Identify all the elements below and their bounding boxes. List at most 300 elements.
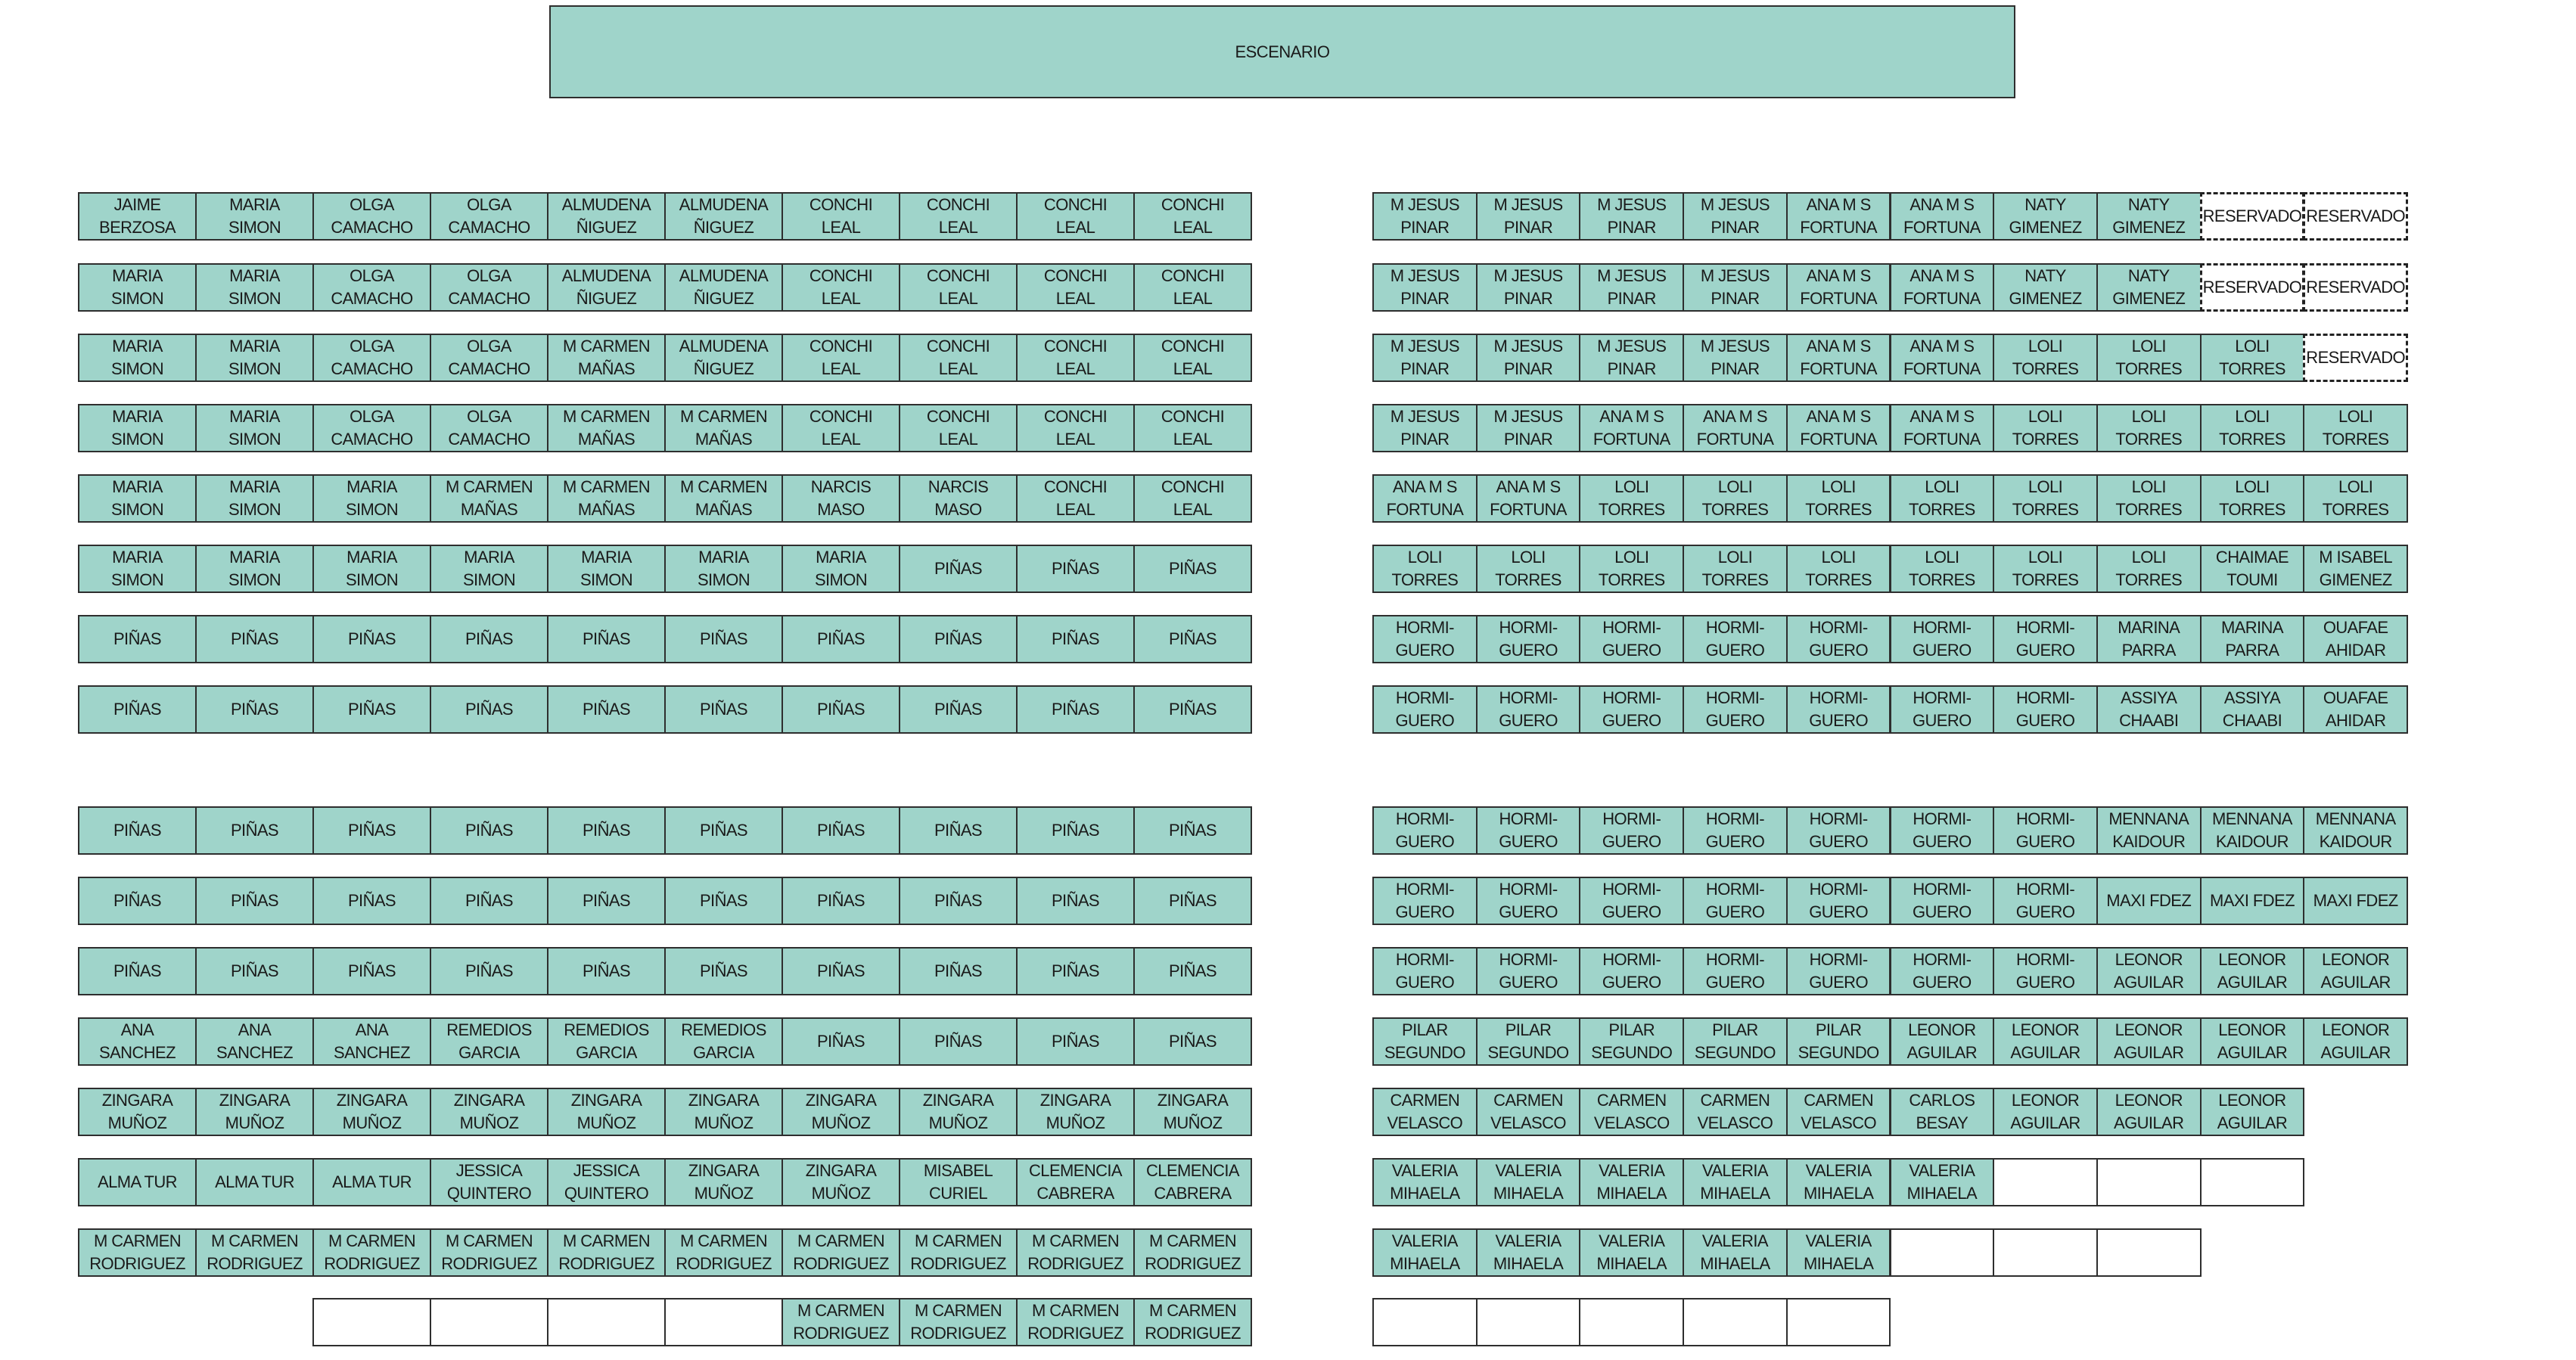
seat-left-row6-9: PIÑAS xyxy=(1016,545,1135,593)
seat-left-row8-7: PIÑAS xyxy=(782,685,900,734)
seat-left-row13-2: ZINGARA MUÑOZ xyxy=(195,1088,314,1136)
seat-left-row12-4: REMEDIOS GARCIA xyxy=(430,1017,548,1066)
seat-right-row5-8: LOLI TORRES xyxy=(2096,474,2202,523)
seat-right-row8-8: ASSIYA CHAABI xyxy=(2096,685,2202,734)
seat-left-row4-5: M CARMEN MAÑAS xyxy=(547,404,666,452)
seat-right-row10-7: HORMI- GUERO xyxy=(1993,877,2098,925)
seat-left-row14-7: ZINGARA MUÑOZ xyxy=(782,1158,900,1206)
seat-left-row11-4: PIÑAS xyxy=(430,947,548,995)
seat-left-row2-5: ALMUDENA ÑIGUEZ xyxy=(547,263,666,312)
seat-left-row6-7: MARIA SIMON xyxy=(782,545,900,593)
seat-right-row15-7 xyxy=(1993,1228,2098,1277)
seat-left-row8-8: PIÑAS xyxy=(899,685,1018,734)
seat-left-row7-8: PIÑAS xyxy=(899,615,1018,663)
seat-left-row15-3: M CARMEN RODRIGUEZ xyxy=(312,1228,431,1277)
seat-right-row2-9: RESERVADO xyxy=(2200,263,2305,312)
seat-left-row16-8: M CARMEN RODRIGUEZ xyxy=(899,1298,1018,1346)
seat-left-row1-10: CONCHI LEAL xyxy=(1133,192,1252,241)
seat-right-row5-7: LOLI TORRES xyxy=(1993,474,2098,523)
seat-right-row5-9: LOLI TORRES xyxy=(2200,474,2305,523)
seat-left-row11-10: PIÑAS xyxy=(1133,947,1252,995)
seat-right-row1-2: M JESUS PINAR xyxy=(1476,192,1581,241)
seat-left-row4-1: MARIA SIMON xyxy=(78,404,197,452)
seat-left-row2-2: MARIA SIMON xyxy=(195,263,314,312)
seat-left-row8-1: PIÑAS xyxy=(78,685,197,734)
seat-right-row2-8: NATY GIMENEZ xyxy=(2096,263,2202,312)
seat-left-row10-8: PIÑAS xyxy=(899,877,1018,925)
seat-left-row8-2: PIÑAS xyxy=(195,685,314,734)
seat-right-row1-8: NATY GIMENEZ xyxy=(2096,192,2202,241)
seat-left-row14-2: ALMA TUR xyxy=(195,1158,314,1206)
seat-right-row14-7 xyxy=(1993,1158,2098,1206)
seat-right-row3-9: LOLI TORRES xyxy=(2200,334,2305,382)
seat-left-row1-8: CONCHI LEAL xyxy=(899,192,1018,241)
seat-left-row13-9: ZINGARA MUÑOZ xyxy=(1016,1088,1135,1136)
seat-right-row2-7: NATY GIMENEZ xyxy=(1993,263,2098,312)
seat-left-row10-6: PIÑAS xyxy=(664,877,783,925)
seat-left-row3-1: MARIA SIMON xyxy=(78,334,197,382)
seat-right-row4-1: M JESUS PINAR xyxy=(1372,404,1478,452)
seat-right-row2-4: M JESUS PINAR xyxy=(1683,263,1788,312)
seat-right-row1-1: M JESUS PINAR xyxy=(1372,192,1478,241)
seat-right-row10-4: HORMI- GUERO xyxy=(1683,877,1788,925)
seat-left-row8-10: PIÑAS xyxy=(1133,685,1252,734)
seat-right-row6-7: LOLI TORRES xyxy=(1993,545,2098,593)
seat-left-row14-9: CLEMENCIA CABRERA xyxy=(1016,1158,1135,1206)
seat-left-row9-6: PIÑAS xyxy=(664,806,783,855)
seat-right-row2-5: ANA M S FORTUNA xyxy=(1786,263,1891,312)
seat-left-row1-5: ALMUDENA ÑIGUEZ xyxy=(547,192,666,241)
seat-left-row1-7: CONCHI LEAL xyxy=(782,192,900,241)
seat-left-row9-5: PIÑAS xyxy=(547,806,666,855)
seat-right-row9-7: HORMI- GUERO xyxy=(1993,806,2098,855)
seat-left-row2-10: CONCHI LEAL xyxy=(1133,263,1252,312)
seat-left-row14-1: ALMA TUR xyxy=(78,1158,197,1206)
seat-left-row5-1: MARIA SIMON xyxy=(78,474,197,523)
seat-left-row11-1: PIÑAS xyxy=(78,947,197,995)
seat-left-row11-3: PIÑAS xyxy=(312,947,431,995)
seat-right-row6-4: LOLI TORRES xyxy=(1683,545,1788,593)
seat-left-row10-4: PIÑAS xyxy=(430,877,548,925)
seat-left-row5-5: M CARMEN MAÑAS xyxy=(547,474,666,523)
seat-right-row4-4: ANA M S FORTUNA xyxy=(1683,404,1788,452)
seat-right-row6-3: LOLI TORRES xyxy=(1579,545,1684,593)
seat-left-row15-6: M CARMEN RODRIGUEZ xyxy=(664,1228,783,1277)
seat-left-row2-9: CONCHI LEAL xyxy=(1016,263,1135,312)
seat-left-row14-5: JESSICA QUINTERO xyxy=(547,1158,666,1206)
seat-left-row16-3 xyxy=(312,1298,431,1346)
seat-left-row3-3: OLGA CAMACHO xyxy=(312,334,431,382)
seat-right-row13-7: LEONOR AGUILAR xyxy=(1993,1088,2098,1136)
seat-right-row3-3: M JESUS PINAR xyxy=(1579,334,1684,382)
seat-right-row14-8 xyxy=(2096,1158,2202,1206)
seat-left-row15-5: M CARMEN RODRIGUEZ xyxy=(547,1228,666,1277)
seat-left-row6-5: MARIA SIMON xyxy=(547,545,666,593)
seat-left-row16-9: M CARMEN RODRIGUEZ xyxy=(1016,1298,1135,1346)
seat-left-row13-4: ZINGARA MUÑOZ xyxy=(430,1088,548,1136)
seat-left-row14-10: CLEMENCIA CABRERA xyxy=(1133,1158,1252,1206)
seat-right-row14-5: VALERIA MIHAELA xyxy=(1786,1158,1891,1206)
seat-right-row12-10: LEONOR AGUILAR xyxy=(2303,1017,2408,1066)
seat-right-row4-6: ANA M S FORTUNA xyxy=(1890,404,1995,452)
seat-left-row5-4: M CARMEN MAÑAS xyxy=(430,474,548,523)
seat-right-row6-6: LOLI TORRES xyxy=(1890,545,1995,593)
seat-left-row7-5: PIÑAS xyxy=(547,615,666,663)
seat-right-row5-2: ANA M S FORTUNA xyxy=(1476,474,1581,523)
seat-right-row6-5: LOLI TORRES xyxy=(1786,545,1891,593)
seat-left-row4-8: CONCHI LEAL xyxy=(899,404,1018,452)
seat-left-row3-7: CONCHI LEAL xyxy=(782,334,900,382)
seat-left-row2-1: MARIA SIMON xyxy=(78,263,197,312)
seat-right-row2-1: M JESUS PINAR xyxy=(1372,263,1478,312)
seat-left-row3-5: M CARMEN MAÑAS xyxy=(547,334,666,382)
seat-right-row4-7: LOLI TORRES xyxy=(1993,404,2098,452)
seat-right-row5-10: LOLI TORRES xyxy=(2303,474,2408,523)
seat-right-row11-5: HORMI- GUERO xyxy=(1786,947,1891,995)
seat-right-row3-4: M JESUS PINAR xyxy=(1683,334,1788,382)
seat-left-row7-1: PIÑAS xyxy=(78,615,197,663)
seat-left-row5-9: CONCHI LEAL xyxy=(1016,474,1135,523)
seat-left-row10-1: PIÑAS xyxy=(78,877,197,925)
seat-left-row3-4: OLGA CAMACHO xyxy=(430,334,548,382)
seat-right-row16-2 xyxy=(1476,1298,1581,1346)
seat-left-row8-6: PIÑAS xyxy=(664,685,783,734)
seat-left-row9-9: PIÑAS xyxy=(1016,806,1135,855)
seat-left-row5-10: CONCHI LEAL xyxy=(1133,474,1252,523)
seat-left-row9-4: PIÑAS xyxy=(430,806,548,855)
seat-left-row12-2: ANA SANCHEZ xyxy=(195,1017,314,1066)
seat-left-row8-3: PIÑAS xyxy=(312,685,431,734)
seat-left-row4-4: OLGA CAMACHO xyxy=(430,404,548,452)
seat-left-row4-9: CONCHI LEAL xyxy=(1016,404,1135,452)
seat-right-row7-3: HORMI- GUERO xyxy=(1579,615,1684,663)
seat-right-row4-3: ANA M S FORTUNA xyxy=(1579,404,1684,452)
seat-left-row6-10: PIÑAS xyxy=(1133,545,1252,593)
seat-right-row9-1: HORMI- GUERO xyxy=(1372,806,1478,855)
seat-left-row14-3: ALMA TUR xyxy=(312,1158,431,1206)
seat-left-row4-7: CONCHI LEAL xyxy=(782,404,900,452)
seat-left-row10-9: PIÑAS xyxy=(1016,877,1135,925)
seat-left-row10-7: PIÑAS xyxy=(782,877,900,925)
seat-left-row11-7: PIÑAS xyxy=(782,947,900,995)
seat-right-row9-10: MENNANA KAIDOUR xyxy=(2303,806,2408,855)
seat-right-row13-4: CARMEN VELASCO xyxy=(1683,1088,1788,1136)
seat-right-row14-4: VALERIA MIHAELA xyxy=(1683,1158,1788,1206)
seat-right-row7-4: HORMI- GUERO xyxy=(1683,615,1788,663)
seat-left-row5-8: NARCIS MASO xyxy=(899,474,1018,523)
seat-right-row3-7: LOLI TORRES xyxy=(1993,334,2098,382)
seat-left-row12-1: ANA SANCHEZ xyxy=(78,1017,197,1066)
seat-left-row15-4: M CARMEN RODRIGUEZ xyxy=(430,1228,548,1277)
stage: ESCENARIO xyxy=(549,5,2015,98)
seat-left-row7-6: PIÑAS xyxy=(664,615,783,663)
seat-left-row16-10: M CARMEN RODRIGUEZ xyxy=(1133,1298,1252,1346)
seat-right-row10-5: HORMI- GUERO xyxy=(1786,877,1891,925)
seat-right-row6-1: LOLI TORRES xyxy=(1372,545,1478,593)
seat-right-row1-6: ANA M S FORTUNA xyxy=(1890,192,1995,241)
seat-right-row7-8: MARINA PARRA xyxy=(2096,615,2202,663)
seat-right-row8-7: HORMI- GUERO xyxy=(1993,685,2098,734)
seat-right-row8-1: HORMI- GUERO xyxy=(1372,685,1478,734)
seat-left-row1-2: MARIA SIMON xyxy=(195,192,314,241)
seat-right-row6-10: M ISABEL GIMENEZ xyxy=(2303,545,2408,593)
seat-right-row1-10: RESERVADO xyxy=(2303,192,2408,241)
seat-right-row12-8: LEONOR AGUILAR xyxy=(2096,1017,2202,1066)
seat-left-row15-8: M CARMEN RODRIGUEZ xyxy=(899,1228,1018,1277)
seat-right-row14-2: VALERIA MIHAELA xyxy=(1476,1158,1581,1206)
seat-left-row6-2: MARIA SIMON xyxy=(195,545,314,593)
seat-right-row10-1: HORMI- GUERO xyxy=(1372,877,1478,925)
seat-right-row1-3: M JESUS PINAR xyxy=(1579,192,1684,241)
seat-right-row16-3 xyxy=(1579,1298,1684,1346)
seat-right-row9-9: MENNANA KAIDOUR xyxy=(2200,806,2305,855)
seat-right-row11-4: HORMI- GUERO xyxy=(1683,947,1788,995)
seat-right-row16-5 xyxy=(1786,1298,1891,1346)
seat-right-row14-9 xyxy=(2200,1158,2305,1206)
seat-left-row16-6 xyxy=(664,1298,783,1346)
seat-right-row15-5: VALERIA MIHAELA xyxy=(1786,1228,1891,1277)
seat-left-row14-6: ZINGARA MUÑOZ xyxy=(664,1158,783,1206)
seat-left-row7-9: PIÑAS xyxy=(1016,615,1135,663)
seat-left-row5-6: M CARMEN MAÑAS xyxy=(664,474,783,523)
seat-left-row11-2: PIÑAS xyxy=(195,947,314,995)
seat-right-row10-10: MAXI FDEZ xyxy=(2303,877,2408,925)
seat-left-row8-5: PIÑAS xyxy=(547,685,666,734)
seat-left-row6-3: MARIA SIMON xyxy=(312,545,431,593)
seat-left-row13-6: ZINGARA MUÑOZ xyxy=(664,1088,783,1136)
seat-left-row2-6: ALMUDENA ÑIGUEZ xyxy=(664,263,783,312)
seat-right-row8-3: HORMI- GUERO xyxy=(1579,685,1684,734)
seat-left-row10-5: PIÑAS xyxy=(547,877,666,925)
seat-right-row5-6: LOLI TORRES xyxy=(1890,474,1995,523)
seat-right-row12-1: PILAR SEGUNDO xyxy=(1372,1017,1478,1066)
seat-left-row1-3: OLGA CAMACHO xyxy=(312,192,431,241)
seat-left-row8-4: PIÑAS xyxy=(430,685,548,734)
seat-right-row10-8: MAXI FDEZ xyxy=(2096,877,2202,925)
seat-right-row11-3: HORMI- GUERO xyxy=(1579,947,1684,995)
seat-right-row7-10: OUAFAE AHIDAR xyxy=(2303,615,2408,663)
seat-right-row6-2: LOLI TORRES xyxy=(1476,545,1581,593)
seat-right-row9-5: HORMI- GUERO xyxy=(1786,806,1891,855)
seat-right-row3-10: RESERVADO xyxy=(2303,334,2408,382)
seat-left-row13-7: ZINGARA MUÑOZ xyxy=(782,1088,900,1136)
seat-left-row12-10: PIÑAS xyxy=(1133,1017,1252,1066)
seat-right-row7-6: HORMI- GUERO xyxy=(1890,615,1995,663)
seat-left-row1-9: CONCHI LEAL xyxy=(1016,192,1135,241)
seat-left-row5-3: MARIA SIMON xyxy=(312,474,431,523)
seat-right-row13-5: CARMEN VELASCO xyxy=(1786,1088,1891,1136)
seat-right-row16-1 xyxy=(1372,1298,1478,1346)
seat-left-row12-9: PIÑAS xyxy=(1016,1017,1135,1066)
seat-right-row7-2: HORMI- GUERO xyxy=(1476,615,1581,663)
seat-right-row3-2: M JESUS PINAR xyxy=(1476,334,1581,382)
seat-right-row8-2: HORMI- GUERO xyxy=(1476,685,1581,734)
seat-left-row12-8: PIÑAS xyxy=(899,1017,1018,1066)
seat-right-row3-5: ANA M S FORTUNA xyxy=(1786,334,1891,382)
seat-right-row12-9: LEONOR AGUILAR xyxy=(2200,1017,2305,1066)
seat-left-row10-2: PIÑAS xyxy=(195,877,314,925)
seat-left-row6-6: MARIA SIMON xyxy=(664,545,783,593)
seat-left-row7-3: PIÑAS xyxy=(312,615,431,663)
seat-right-row4-10: LOLI TORRES xyxy=(2303,404,2408,452)
seat-right-row11-10: LEONOR AGUILAR xyxy=(2303,947,2408,995)
seat-left-row3-10: CONCHI LEAL xyxy=(1133,334,1252,382)
seat-right-row12-5: PILAR SEGUNDO xyxy=(1786,1017,1891,1066)
seat-left-row11-9: PIÑAS xyxy=(1016,947,1135,995)
seat-left-row12-6: REMEDIOS GARCIA xyxy=(664,1017,783,1066)
seat-right-row11-8: LEONOR AGUILAR xyxy=(2096,947,2202,995)
seat-left-row5-7: NARCIS MASO xyxy=(782,474,900,523)
seat-left-row15-7: M CARMEN RODRIGUEZ xyxy=(782,1228,900,1277)
seat-right-row5-4: LOLI TORRES xyxy=(1683,474,1788,523)
seat-left-row13-3: ZINGARA MUÑOZ xyxy=(312,1088,431,1136)
seat-right-row13-8: LEONOR AGUILAR xyxy=(2096,1088,2202,1136)
seat-left-row11-6: PIÑAS xyxy=(664,947,783,995)
seat-right-row5-5: LOLI TORRES xyxy=(1786,474,1891,523)
seat-left-row3-8: CONCHI LEAL xyxy=(899,334,1018,382)
seat-right-row6-9: CHAIMAE TOUMI xyxy=(2200,545,2305,593)
seat-right-row8-5: HORMI- GUERO xyxy=(1786,685,1891,734)
seat-right-row9-4: HORMI- GUERO xyxy=(1683,806,1788,855)
seat-right-row4-8: LOLI TORRES xyxy=(2096,404,2202,452)
seat-left-row6-8: PIÑAS xyxy=(899,545,1018,593)
seat-right-row5-1: ANA M S FORTUNA xyxy=(1372,474,1478,523)
seat-right-row7-5: HORMI- GUERO xyxy=(1786,615,1891,663)
seat-right-row12-3: PILAR SEGUNDO xyxy=(1579,1017,1684,1066)
seat-right-row10-2: HORMI- GUERO xyxy=(1476,877,1581,925)
seat-left-row9-2: PIÑAS xyxy=(195,806,314,855)
seat-right-row4-5: ANA M S FORTUNA xyxy=(1786,404,1891,452)
seat-right-row10-6: HORMI- GUERO xyxy=(1890,877,1995,925)
seat-left-row1-1: JAIME BERZOSA xyxy=(78,192,197,241)
seat-left-row2-4: OLGA CAMACHO xyxy=(430,263,548,312)
seat-left-row11-5: PIÑAS xyxy=(547,947,666,995)
seat-left-row12-7: PIÑAS xyxy=(782,1017,900,1066)
seat-right-row15-4: VALERIA MIHAELA xyxy=(1683,1228,1788,1277)
seat-left-row9-10: PIÑAS xyxy=(1133,806,1252,855)
seat-right-row2-2: M JESUS PINAR xyxy=(1476,263,1581,312)
seat-left-row4-3: OLGA CAMACHO xyxy=(312,404,431,452)
seat-left-row13-1: ZINGARA MUÑOZ xyxy=(78,1088,197,1136)
seat-right-row7-7: HORMI- GUERO xyxy=(1993,615,2098,663)
seat-right-row11-9: LEONOR AGUILAR xyxy=(2200,947,2305,995)
seat-right-row13-2: CARMEN VELASCO xyxy=(1476,1088,1581,1136)
seat-right-row2-3: M JESUS PINAR xyxy=(1579,263,1684,312)
seat-right-row8-9: ASSIYA CHAABI xyxy=(2200,685,2305,734)
seat-right-row1-7: NATY GIMENEZ xyxy=(1993,192,2098,241)
seat-left-row7-2: PIÑAS xyxy=(195,615,314,663)
seat-right-row13-9: LEONOR AGUILAR xyxy=(2200,1088,2305,1136)
seat-left-row16-5 xyxy=(547,1298,666,1346)
seat-left-row7-10: PIÑAS xyxy=(1133,615,1252,663)
seat-right-row9-6: HORMI- GUERO xyxy=(1890,806,1995,855)
seat-left-row9-7: PIÑAS xyxy=(782,806,900,855)
seat-right-row15-2: VALERIA MIHAELA xyxy=(1476,1228,1581,1277)
seat-right-row8-4: HORMI- GUERO xyxy=(1683,685,1788,734)
seat-left-row13-5: ZINGARA MUÑOZ xyxy=(547,1088,666,1136)
seat-right-row15-1: VALERIA MIHAELA xyxy=(1372,1228,1478,1277)
seat-left-row16-4 xyxy=(430,1298,548,1346)
seat-left-row2-8: CONCHI LEAL xyxy=(899,263,1018,312)
seat-left-row14-4: JESSICA QUINTERO xyxy=(430,1158,548,1206)
seat-left-row8-9: PIÑAS xyxy=(1016,685,1135,734)
seat-left-row12-5: REMEDIOS GARCIA xyxy=(547,1017,666,1066)
seat-left-row2-3: OLGA CAMACHO xyxy=(312,263,431,312)
seat-left-row11-8: PIÑAS xyxy=(899,947,1018,995)
seat-right-row13-6: CARLOS BESAY xyxy=(1890,1088,1995,1136)
seat-right-row9-8: MENNANA KAIDOUR xyxy=(2096,806,2202,855)
seat-right-row1-9: RESERVADO xyxy=(2200,192,2305,241)
seat-right-row11-6: HORMI- GUERO xyxy=(1890,947,1995,995)
seat-left-row9-8: PIÑAS xyxy=(899,806,1018,855)
seat-left-row7-4: PIÑAS xyxy=(430,615,548,663)
seat-right-row3-6: ANA M S FORTUNA xyxy=(1890,334,1995,382)
seat-right-row1-5: ANA M S FORTUNA xyxy=(1786,192,1891,241)
seat-left-row3-6: ALMUDENA ÑIGUEZ xyxy=(664,334,783,382)
seat-left-row15-2: M CARMEN RODRIGUEZ xyxy=(195,1228,314,1277)
seat-right-row10-9: MAXI FDEZ xyxy=(2200,877,2305,925)
seat-right-row7-1: HORMI- GUERO xyxy=(1372,615,1478,663)
seat-right-row12-7: LEONOR AGUILAR xyxy=(1993,1017,2098,1066)
seat-right-row2-10: RESERVADO xyxy=(2303,263,2408,312)
seat-left-row10-10: PIÑAS xyxy=(1133,877,1252,925)
seat-right-row13-3: CARMEN VELASCO xyxy=(1579,1088,1684,1136)
seat-left-row4-10: CONCHI LEAL xyxy=(1133,404,1252,452)
seat-right-row11-1: HORMI- GUERO xyxy=(1372,947,1478,995)
seat-right-row13-1: CARMEN VELASCO xyxy=(1372,1088,1478,1136)
seat-left-row5-2: MARIA SIMON xyxy=(195,474,314,523)
seat-right-row4-9: LOLI TORRES xyxy=(2200,404,2305,452)
seat-left-row14-8: MISABEL CURIEL xyxy=(899,1158,1018,1206)
seat-left-row6-1: MARIA SIMON xyxy=(78,545,197,593)
seat-left-row16-7: M CARMEN RODRIGUEZ xyxy=(782,1298,900,1346)
seat-left-row13-10: ZINGARA MUÑOZ xyxy=(1133,1088,1252,1136)
seat-right-row11-2: HORMI- GUERO xyxy=(1476,947,1581,995)
seat-left-row15-9: M CARMEN RODRIGUEZ xyxy=(1016,1228,1135,1277)
seat-left-row6-4: MARIA SIMON xyxy=(430,545,548,593)
seat-right-row7-9: MARINA PARRA xyxy=(2200,615,2305,663)
seat-right-row12-4: PILAR SEGUNDO xyxy=(1683,1017,1788,1066)
seat-right-row5-3: LOLI TORRES xyxy=(1579,474,1684,523)
seat-right-row1-4: M JESUS PINAR xyxy=(1683,192,1788,241)
seat-right-row3-1: M JESUS PINAR xyxy=(1372,334,1478,382)
seat-right-row15-8 xyxy=(2096,1228,2202,1277)
seat-right-row9-3: HORMI- GUERO xyxy=(1579,806,1684,855)
seat-right-row11-7: HORMI- GUERO xyxy=(1993,947,2098,995)
seat-right-row6-8: LOLI TORRES xyxy=(2096,545,2202,593)
seat-right-row15-3: VALERIA MIHAELA xyxy=(1579,1228,1684,1277)
seat-right-row8-6: HORMI- GUERO xyxy=(1890,685,1995,734)
seat-right-row8-10: OUAFAE AHIDAR xyxy=(2303,685,2408,734)
seat-right-row3-8: LOLI TORRES xyxy=(2096,334,2202,382)
seat-right-row14-3: VALERIA MIHAELA xyxy=(1579,1158,1684,1206)
seat-left-row1-6: ALMUDENA ÑIGUEZ xyxy=(664,192,783,241)
seat-left-row15-10: M CARMEN RODRIGUEZ xyxy=(1133,1228,1252,1277)
seat-left-row3-2: MARIA SIMON xyxy=(195,334,314,382)
seat-left-row9-1: PIÑAS xyxy=(78,806,197,855)
seat-right-row9-2: HORMI- GUERO xyxy=(1476,806,1581,855)
seat-left-row9-3: PIÑAS xyxy=(312,806,431,855)
seat-right-row14-1: VALERIA MIHAELA xyxy=(1372,1158,1478,1206)
seat-right-row14-6: VALERIA MIHAELA xyxy=(1890,1158,1995,1206)
seat-left-row7-7: PIÑAS xyxy=(782,615,900,663)
seat-left-row1-4: OLGA CAMACHO xyxy=(430,192,548,241)
seat-left-row4-6: M CARMEN MAÑAS xyxy=(664,404,783,452)
seat-left-row12-3: ANA SANCHEZ xyxy=(312,1017,431,1066)
seat-right-row16-4 xyxy=(1683,1298,1788,1346)
seat-left-row2-7: CONCHI LEAL xyxy=(782,263,900,312)
seat-left-row10-3: PIÑAS xyxy=(312,877,431,925)
